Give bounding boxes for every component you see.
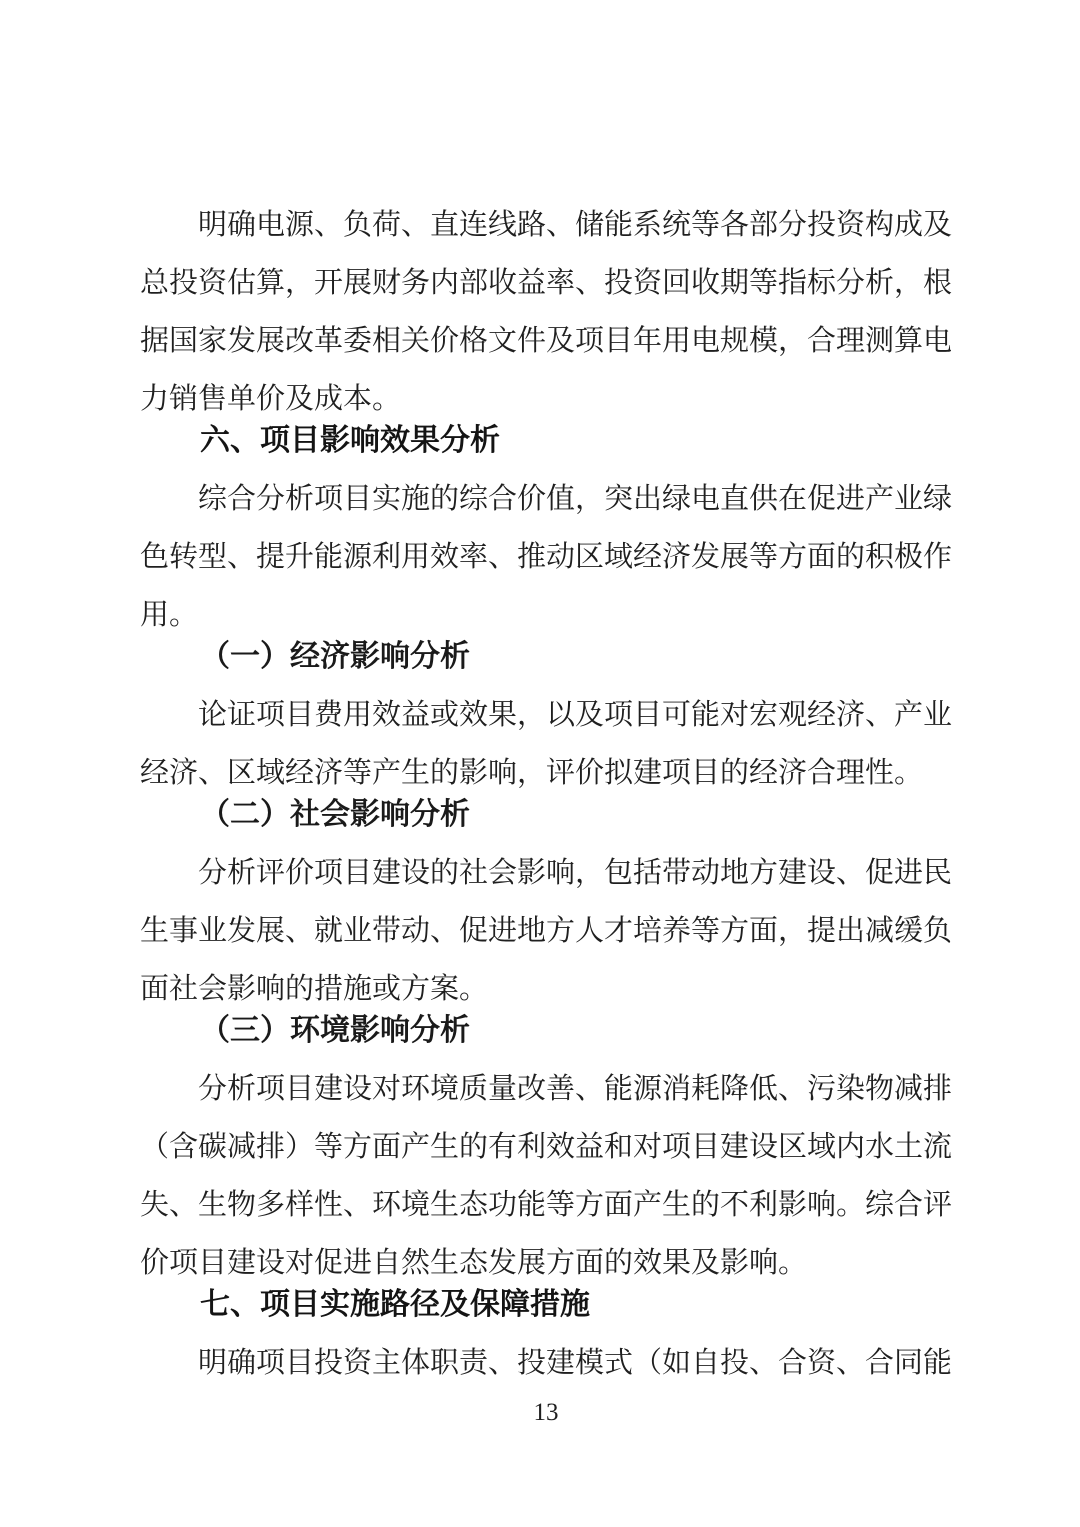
heading-section-7-implementation-path: 七、项目实施路径及保障措施: [200, 1288, 590, 1321]
paragraph-social-impact: 分析评价项目建设的社会影响，包括带动地方建设、促进民生事业发展、就业带动、促进地方人才培养等方面，提出减缓负面社会影响的措施或方案。: [140, 857, 953, 1005]
paragraph-environmental-impact: 分析项目建设对环境质量改善、能源消耗降低、污染物减排（含碳减排）等方面产生的有利效益和对项目建设区域内水土流失、生物多样性、环境生态功能等方面产生的不利影响。综合评价项目建设对促进自然生态发展方面的效果及影响。: [140, 1073, 953, 1279]
heading-economic-impact: （一）经济影响分析: [200, 640, 470, 673]
paragraph-investment-responsibilities: 明确项目投资主体职责、投建模式（如自投、合资、合同能: [198, 1347, 953, 1379]
paragraph-comprehensive-value: 综合分析项目实施的综合价值，突出绿电直供在促进产业绿色转型、提升能源利用效率、推动区域经济发展等方面的积极作用。: [140, 483, 953, 631]
paragraph-economic-impact: 论证项目费用效益或效果，以及项目可能对宏观经济、产业经济、区域经济等产生的影响，评价拟建项目的经济合理性。: [140, 699, 953, 789]
page-number: 13: [533, 1399, 559, 1426]
heading-social-impact: （二）社会影响分析: [200, 798, 470, 831]
paragraph-investment-composition: 明确电源、负荷、直连线路、储能系统等各部分投资构成及总投资估算，开展财务内部收益率、投资回收期等指标分析，根据国家发展改革委相关价格文件及项目年用电规模，合理测算电力销售单价及成本。: [140, 209, 953, 415]
heading-section-6-impact-analysis: 六、项目影响效果分析: [200, 424, 500, 457]
heading-environmental-impact: （三）环境影响分析: [200, 1014, 470, 1047]
